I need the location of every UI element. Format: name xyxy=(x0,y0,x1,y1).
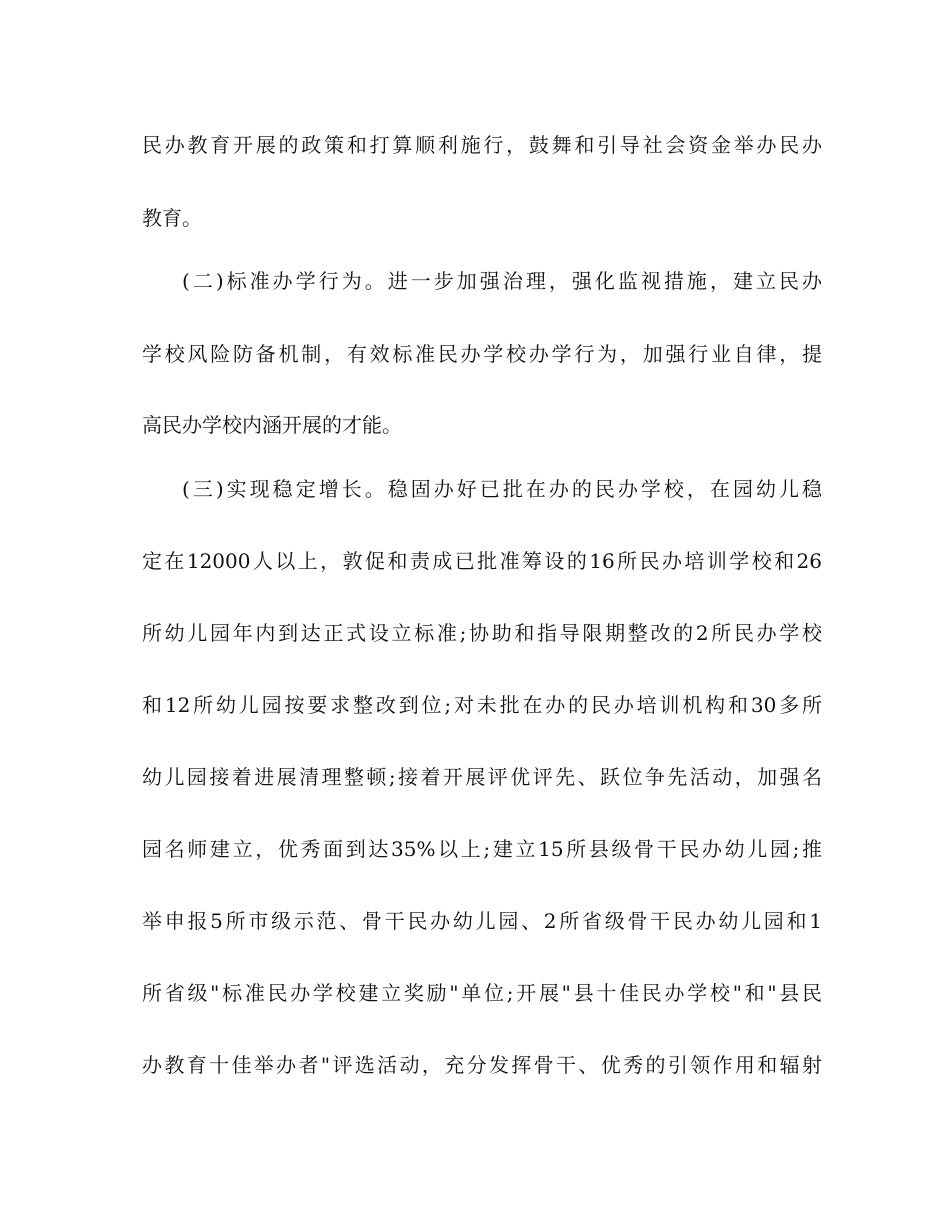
paragraph-line: 高民办学校内涵开展的才能。 xyxy=(142,413,402,437)
paragraph-line: 园名师建立，优秀面到达35%以上;建立15所县级骨干民办幼儿园;推 xyxy=(142,837,822,861)
paragraph-line: (三)实现稳定增长。稳固办好已批在办的民办学校，在园幼儿稳 xyxy=(182,477,822,501)
paragraph-line: 所幼儿园年内到达正式设立标准;协助和指导限期整改的2所民办学校 xyxy=(142,621,822,645)
paragraph-line: 学校风险防备机制，有效标准民办学校办学行为，加强行业自律，提 xyxy=(142,342,822,366)
paragraph-line: (二)标准办学行为。进一步加强治理，强化监视措施，建立民办 xyxy=(182,269,822,293)
paragraph-line: 举申报5所市级示范、骨干民办幼儿园、2所省级骨干民办幼儿园和1 xyxy=(142,909,822,933)
paragraph-line: 民办教育开展的政策和打算顺利施行，鼓舞和引导社会资金举办民办 xyxy=(142,133,822,157)
paragraph-line: 办教育十佳举办者"评选活动，充分发挥骨干、优秀的引领作用和辐射 xyxy=(142,1053,822,1077)
paragraph-line: 定在12000人以上，敦促和责成已批准筹设的16所民办培训学校和26 xyxy=(142,549,822,573)
paragraph-line: 教育。 xyxy=(142,206,202,230)
paragraph-line: 幼儿园接着进展清理整顿;接着开展评优评先、跃位争先活动，加强名 xyxy=(142,765,822,789)
paragraph-line: 所省级"标准民办学校建立奖励"单位;开展"县十佳民办学校"和"县民 xyxy=(142,981,822,1005)
paragraph-line: 和12所幼儿园按要求整改到位;对未批在办的民办培训机构和30多所 xyxy=(142,693,822,717)
